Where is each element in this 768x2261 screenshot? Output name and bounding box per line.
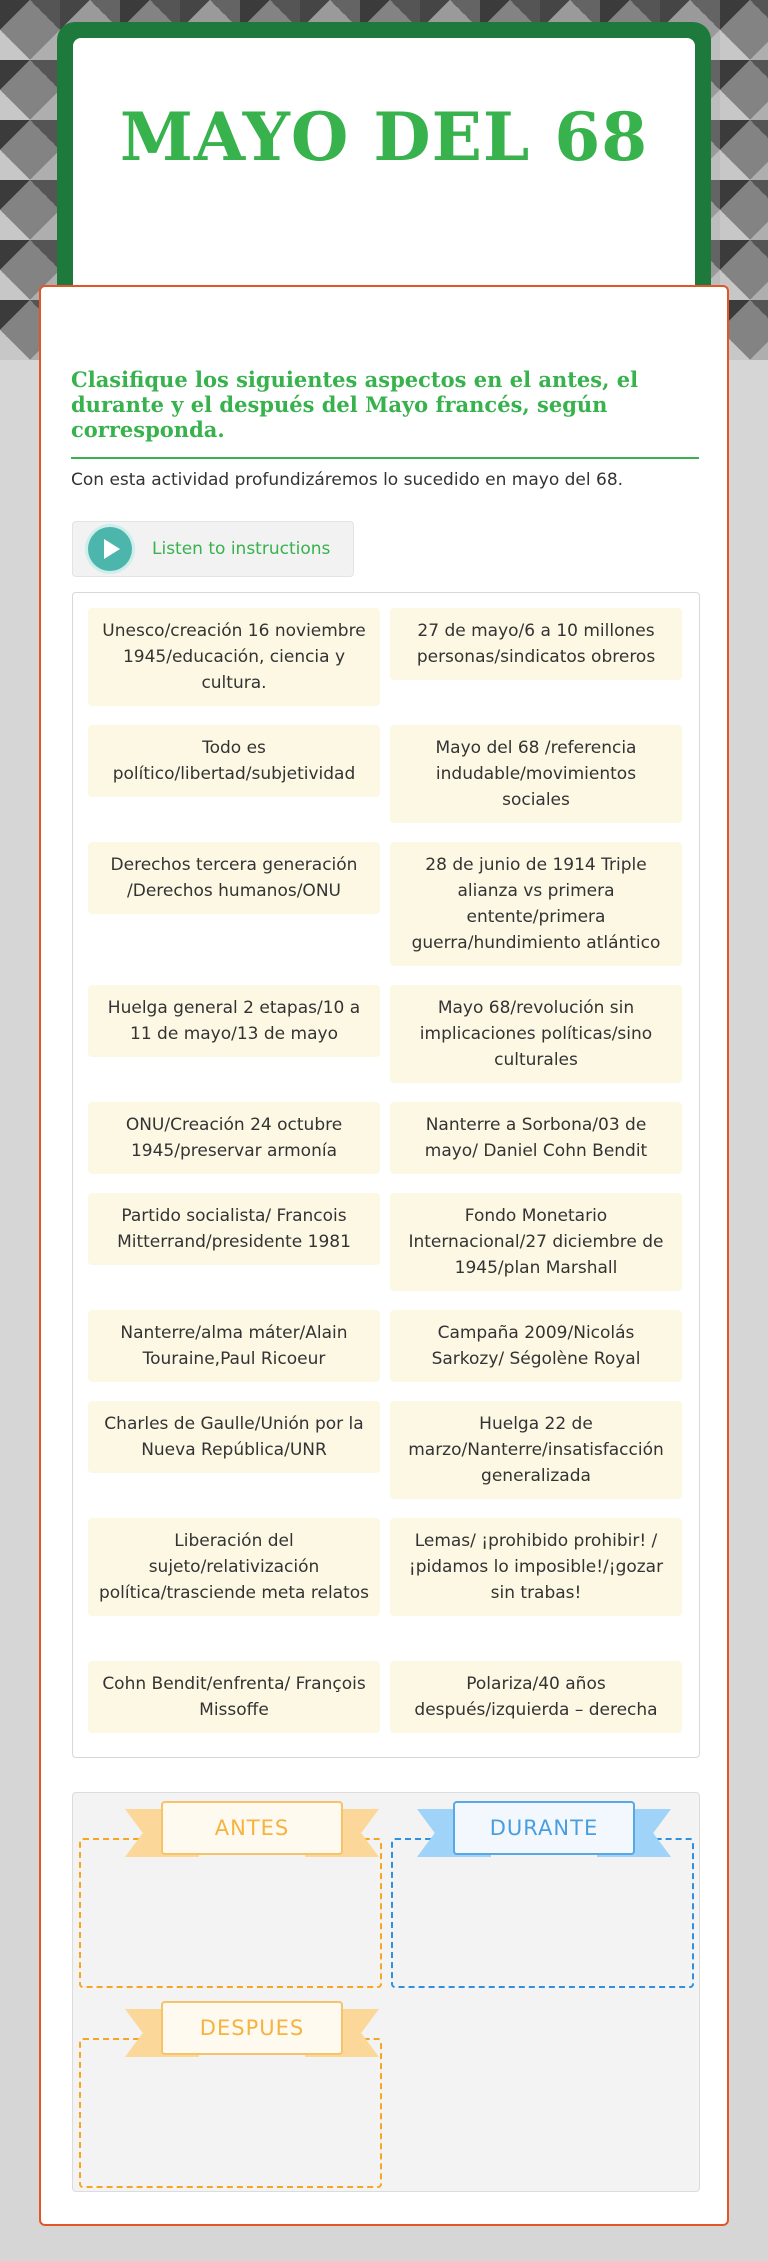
instructions-title: Clasifique los siguientes aspectos en el antes, el durante y el después del Mayo francés, según corresponda.: [71, 367, 639, 442]
draggable-item[interactable]: 27 de mayo/6 a 10 millones personas/sindicatos obreros: [390, 608, 682, 680]
ribbon-despues: [125, 2001, 379, 2061]
header-panel: [71, 36, 697, 308]
zone-label-despues: DESPUES: [161, 2001, 343, 2055]
draggable-item[interactable]: Unesco/creación 16 noviembre 1945/educación, ciencia y cultura.: [88, 608, 380, 706]
draggable-item[interactable]: Lemas/ ¡prohibido prohibir! / ¡pidamos lo imposible!/¡gozar sin trabas!: [390, 1518, 682, 1616]
draggable-item[interactable]: Charles de Gaulle/Unión por la Nueva República/UNR: [88, 1401, 380, 1473]
draggable-item[interactable]: ONU/Creación 24 octubre 1945/preservar armonía: [88, 1102, 380, 1174]
zone-label-antes: ANTES: [161, 1801, 343, 1855]
draggable-item[interactable]: Nanterre a Sorbona/03 de mayo/ Daniel Cohn Bendit: [390, 1102, 682, 1174]
draggable-item[interactable]: Cohn Bendit/enfrenta/ François Missoffe: [88, 1661, 380, 1733]
ribbon-antes: [125, 1801, 379, 1861]
draggable-item[interactable]: 28 de junio de 1914 Triple alianza vs primera entente/primera guerra/hundimiento atlántico: [390, 842, 682, 966]
draggable-item[interactable]: Mayo 68/revolución sin implicaciones políticas/sino culturales: [390, 985, 682, 1083]
page-title: MAYO DEL 68: [119, 98, 649, 176]
draggable-item[interactable]: Todo es político/libertad/subjetividad: [88, 725, 380, 797]
draggable-item[interactable]: Partido socialista/ Francois Mitterrand/presidente 1981: [88, 1193, 380, 1265]
draggable-item[interactable]: Liberación del sujeto/relativización política/trasciende meta relatos: [88, 1518, 380, 1616]
listen-button[interactable]: [72, 521, 354, 577]
draggable-item[interactable]: Nanterre/alma máter/Alain Touraine,Paul Ricoeur: [88, 1310, 380, 1382]
drop-area: [72, 1792, 700, 2192]
items-container: [72, 592, 700, 1758]
ribbon-durante: [417, 1801, 671, 1861]
draggable-item[interactable]: Huelga 22 de marzo/Nanterre/insatisfacción generalizada: [390, 1401, 682, 1499]
draggable-item[interactable]: Huelga general 2 etapas/10 a 11 de mayo/13 de mayo: [88, 985, 380, 1057]
draggable-item[interactable]: Campaña 2009/Nicolás Sarkozy/ Ségolène Royal: [390, 1310, 682, 1382]
draggable-item[interactable]: Polariza/40 años después/izquierda – derecha: [390, 1661, 682, 1733]
title-divider: [71, 457, 699, 459]
instructions-subtitle: Con esta actividad profundizáremos lo sucedido en mayo del 68.: [71, 470, 624, 490]
draggable-item[interactable]: Derechos tercera generación /Derechos humanos/ONU: [88, 842, 380, 914]
draggable-item[interactable]: Mayo del 68 /referencia indudable/movimientos sociales: [390, 725, 682, 823]
play-icon: [88, 527, 132, 571]
zone-label-durante: DURANTE: [453, 1801, 635, 1855]
listen-label: Listen to instructions: [152, 539, 331, 559]
activity-card: [39, 285, 729, 2226]
header-frame: [57, 22, 711, 322]
draggable-item[interactable]: Fondo Monetario Internacional/27 diciembre de 1945/plan Marshall: [390, 1193, 682, 1291]
